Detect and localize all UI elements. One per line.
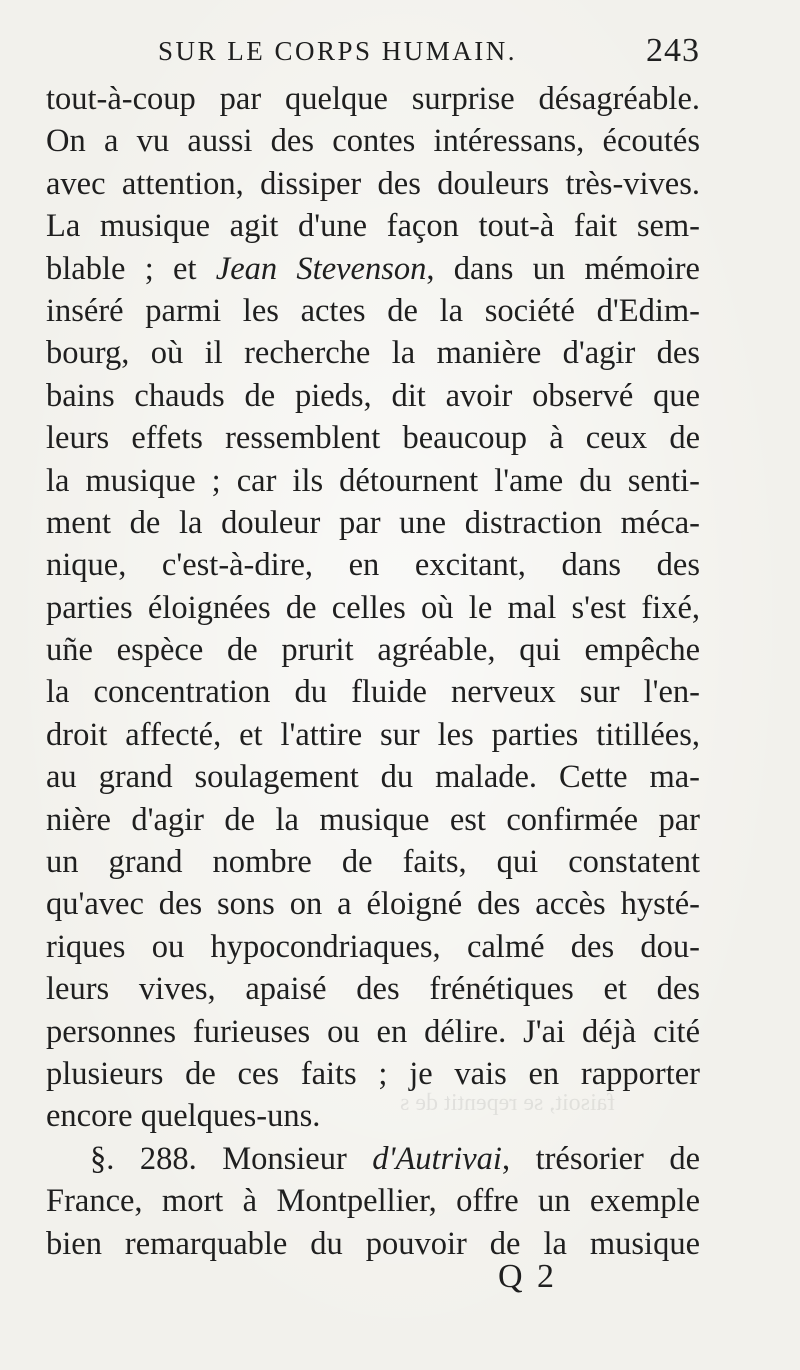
text-line <box>46 248 700 290</box>
text-line <box>46 1138 700 1180</box>
text-line: inséré parmi les actes de la société d'Edim- <box>46 292 700 329</box>
body-text <box>46 78 700 1265</box>
text-line: plusieurs de ces faits ; je vais en rapporter <box>46 1055 700 1092</box>
text-line: nique, c'est-à-dire, en excitant, dans des <box>46 547 700 584</box>
text-line: leurs effets ressemblent beaucoup à ceux de <box>46 420 700 457</box>
text-segment: blable ; et <box>46 250 216 287</box>
text-segment: , dans un mémoire <box>426 250 700 287</box>
text-line: la concentration du fluide nerveux sur l'en- <box>46 674 700 711</box>
text-line: riques ou hypocondriaques, calmé des dou- <box>46 928 700 965</box>
text-segment: §. 288. Monsieur <box>90 1140 373 1177</box>
text-segment: , trésorier de <box>501 1140 700 1177</box>
text-line: la musique ; car ils détournent l'ame du senti- <box>46 462 700 499</box>
text-line: bourg, où il recherche la manière d'agir des <box>46 335 700 372</box>
text-line: avec attention, dissiper des douleurs très-vives. <box>46 165 700 202</box>
show-through-text: faisoit, se repentit de s <box>400 1090 616 1116</box>
text-line: La musique agit d'une façon tout-à fait sem- <box>46 208 700 245</box>
text-line: uñe espèce de prurit agréable, qui empêche <box>46 632 700 669</box>
text-line: France, mort à Montpellier, offre un exemple <box>46 1183 700 1220</box>
text-line: leurs vives, apaisé des frénétiques et des <box>46 971 700 1008</box>
running-head: SUR LE CORPS HUMAIN. <box>158 36 518 66</box>
text-line: bien remarquable du pouvoir de la musique <box>46 1225 700 1262</box>
text-line: un grand nombre de faits, qui constatent <box>46 844 700 881</box>
text-line: personnes furieuses ou en délire. J'ai déjà cité <box>46 1013 700 1050</box>
text-line: au grand soulagement du malade. Cette ma- <box>46 759 700 796</box>
text-line: parties éloignées de celles où le mal s'est fixé, <box>46 589 700 626</box>
text-line: qu'avec des sons on a éloigné des accès hysté- <box>46 886 700 923</box>
text-line: encore quelques-uns. <box>46 1098 321 1135</box>
text-line: ment de la douleur par une distraction méca- <box>46 504 700 541</box>
italic-name: Jean Stevenson <box>215 250 427 287</box>
signature-mark: Q 2 <box>498 1258 558 1295</box>
text-line: nière d'agir de la musique est confirmée par <box>46 801 700 838</box>
text-line: bains chauds de pieds, dit avoir observé que <box>46 377 700 414</box>
page-header <box>158 34 700 78</box>
text-line: tout-à-coup par quelque surprise désagréable. <box>46 81 700 117</box>
italic-name: d'Autrivai <box>372 1140 502 1177</box>
text-line: droit affecté, et l'attire sur les parties titillées, <box>46 716 700 753</box>
page-number: 243 <box>646 32 700 69</box>
text-line: On a vu aussi des contes intéressans, écoutés <box>46 123 700 160</box>
